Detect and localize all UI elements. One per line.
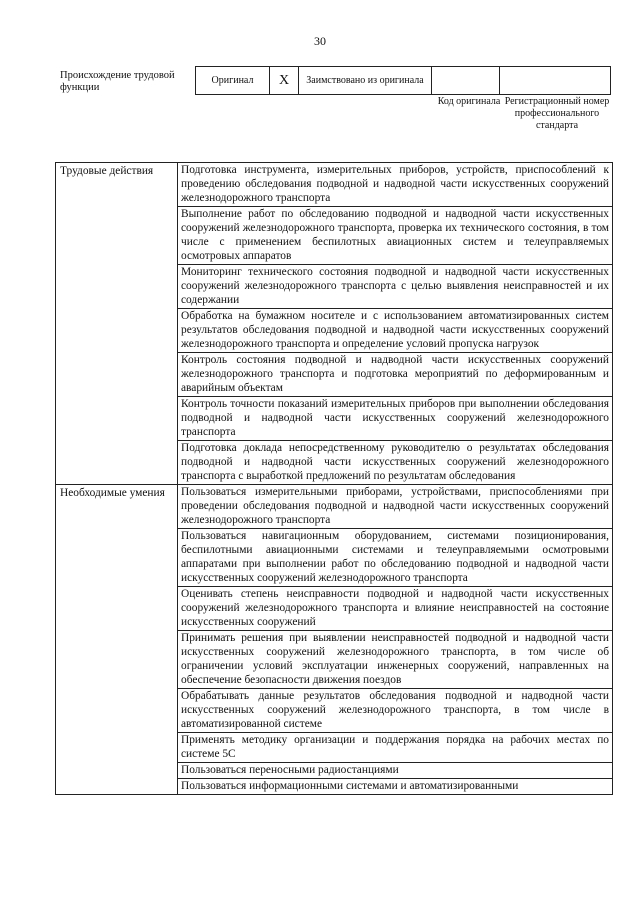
- reg-number-label: Регистрационный номер профессионального стандарта: [504, 96, 610, 131]
- section-item: Пользоваться навигационным оборудованием, системами позиционирования, беспилотными авиационными системами и телеуправляемыми осмотровыми аппаратами при выполнении работ по обследованию подводной и надводной части искусственных сооружений железнодорожного транспорта: [178, 529, 613, 587]
- original-label: Оригинал: [196, 67, 270, 95]
- section-item: Подготовка доклада непосредственному руководителю о результатах обследования подводной и надводной части искусственных сооружений железнодорожного транспорта с выработкой предложений по результатам обследования: [178, 441, 613, 485]
- section-item: Пользоваться переносными радиостанциями: [178, 763, 613, 779]
- section-title: Трудовые действия: [56, 163, 178, 485]
- page-number: 30: [314, 34, 326, 48]
- function-table: [55, 162, 613, 795]
- original-mark: X: [270, 67, 299, 95]
- table-row: [56, 163, 613, 207]
- section-item: Обрабатывать данные результатов обследования подводной и надводной части искусственных сооружений железнодорожного транспорта, в том числе в автоматизированной системе: [178, 689, 613, 733]
- origin-label: Происхождение трудовой функции: [60, 70, 175, 93]
- section-item: Контроль точности показаний измерительных приборов при выполнении обследования подводной и надводной части искусственных сооружений железнодорожного транспорта: [178, 397, 613, 441]
- section-item: Применять методику организации и поддержания порядка на рабочих местах по системе 5С: [178, 733, 613, 763]
- section-item: Пользоваться измерительными приборами, устройствами, приспособлениями при проведении обследования подводной и надводной части искусственных сооружений железнодорожного транспорта: [178, 485, 613, 529]
- section-title: Необходимые умения: [56, 485, 178, 795]
- table-row: [56, 485, 613, 529]
- origin-table: [195, 66, 611, 95]
- code-cell: [432, 67, 500, 95]
- section-item: Контроль состояния подводной и надводной части искусственных сооружений железнодорожного транспорта и подготовка мероприятий по деформированным и аварийным объектам: [178, 353, 613, 397]
- section-item: Мониторинг технического состояния подводной и надводной части искусственных сооружений железнодорожного транспорта с целью выявления неисправностей и их содержании: [178, 265, 613, 309]
- section-item: Оценивать степень неисправности подводной и надводной части искусственных сооружений железнодорожного транспорта и влияние неисправностей на состояние искусственных сооружений: [178, 587, 613, 631]
- code-original-label: Код оригинала: [437, 96, 501, 107]
- borrowed-label: Заимствовано из оригинала: [299, 67, 432, 95]
- section-item: Подготовка инструмента, измерительных приборов, устройств, приспособлений к проведению обследования подводной и надводной части искусственных сооружений железнодорожного транспорта: [178, 163, 613, 207]
- section-item: Пользоваться информационными системами и автоматизированными: [178, 779, 613, 795]
- section-item: Обработка на бумажном носителе и с использованием автоматизированных систем результатов обследования подводной и надводной части искусственных сооружений железнодорожного транспорта и определение условий пропуска нагрузок: [178, 309, 613, 353]
- reg-number-cell: [500, 67, 611, 95]
- section-item: Выполнение работ по обследованию подводной и надводной части искусственных сооружений железнодорожного транспорта, проверка их технического состояния, в том числе с применением беспилотных авиационных систем и телеуправляемых осмотровых аппаратов: [178, 207, 613, 265]
- section-item: Принимать решения при выявлении неисправностей подводной и надводной части искусственных сооружений железнодорожного транспорта, в том числе об ограничении условий эксплуатации инженерных сооружений, направленных на обеспечение безопасности движения поездов: [178, 631, 613, 689]
